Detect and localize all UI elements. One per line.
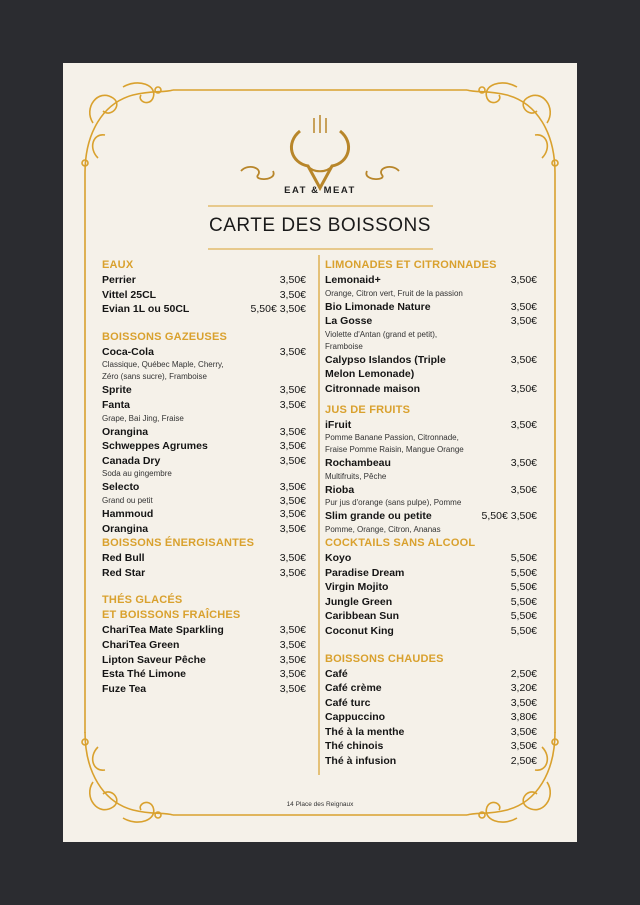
item-price: 3,50€	[510, 315, 537, 328]
item-name: Perrier	[102, 274, 136, 286]
item-price: 3,50€	[510, 725, 537, 738]
item-name: Virgin Mojito	[325, 581, 389, 594]
item-description	[102, 413, 306, 425]
item-description-text: Grape, Bai Jing, Fraise	[102, 413, 184, 423]
item-price: 3,50€	[279, 507, 306, 520]
item-name: Orangina	[102, 522, 149, 535]
item-price: 3,50€	[510, 740, 537, 753]
item-price: 5,50€	[510, 610, 537, 623]
menu-item	[102, 383, 306, 398]
item-price: 3,50€	[510, 457, 537, 470]
item-name: Thé chinois	[325, 740, 384, 753]
item-price: 5,50€	[510, 551, 537, 564]
bull-logo	[241, 115, 399, 188]
item-name: Coca-Cola	[102, 345, 154, 358]
item-price: 5,50€	[510, 581, 537, 594]
item-name: Caribbean Sun	[325, 610, 400, 623]
item-name: Selecto	[102, 481, 140, 494]
item-name: Orangina	[102, 425, 149, 438]
section-heading: BOISSONS ÉNERGISANTES	[102, 537, 255, 550]
menu-item	[102, 623, 306, 638]
item-name: Coconut King	[325, 624, 394, 637]
item-name: Evian 1L ou 50CL	[102, 303, 190, 316]
menu-item	[325, 382, 537, 397]
section-heading: COCKTAILS SANS ALCOOL	[325, 536, 476, 549]
item-price: 3,50€	[279, 398, 306, 411]
item-price: 3,50€	[279, 494, 306, 507]
menu-item	[102, 638, 306, 653]
item-name: Hammoud	[102, 507, 154, 520]
item-name: Lipton Saveur Pêche	[102, 653, 206, 666]
item-name: Calypso Islandos (Triple Melon Lemonade)	[325, 353, 446, 381]
item-name: Sprite	[102, 384, 132, 397]
menu-item	[325, 595, 537, 610]
section-heading: EAUX	[102, 259, 134, 271]
item-name: Schweppes Agrumes	[102, 440, 208, 453]
item-description	[325, 497, 537, 509]
item-description-text: Grand ou petit	[102, 495, 153, 505]
menu-item	[102, 425, 306, 440]
item-name: Red Bull	[102, 552, 145, 565]
menu-item	[325, 483, 537, 498]
item-price: 3,50€	[279, 668, 306, 681]
menu-item	[102, 566, 306, 581]
menu-item	[325, 353, 537, 382]
item-name: Rochambeau	[325, 457, 391, 470]
item-price: 3,50€	[510, 353, 537, 366]
item-price: 5,50€	[510, 566, 537, 579]
menu-item	[325, 418, 537, 433]
menu-item	[102, 345, 306, 360]
item-name: Esta Thé Limone	[102, 668, 187, 681]
item-price: 5,50€	[510, 595, 537, 608]
item-price: 2,50€	[510, 667, 537, 680]
item-name: Cappuccino	[325, 711, 386, 724]
footer-address: 14 Place des Reignaux	[286, 801, 354, 808]
item-name: Red Star	[102, 566, 146, 579]
item-name: iFruit	[325, 418, 352, 431]
item-name: Koyo	[325, 551, 352, 564]
item-price: 3,50€	[279, 552, 306, 565]
menu-item	[102, 682, 306, 697]
item-description-text: Zéro (sans sucre), Framboise	[102, 372, 207, 382]
item-price: 3,50€	[279, 440, 306, 453]
item-name: Bio Limonade Nature	[325, 300, 431, 313]
menu-item	[325, 624, 537, 639]
item-description	[325, 341, 537, 353]
section-spacer	[102, 317, 306, 330]
menu-item	[102, 480, 306, 495]
section-heading: ET BOISSONS FRAÎCHES	[102, 609, 241, 622]
menu-item	[325, 300, 537, 315]
menu-item	[102, 288, 306, 303]
menu-item	[102, 454, 306, 469]
item-price: 3,50€	[510, 418, 537, 431]
menu-card	[63, 63, 577, 842]
item-price: 3,50€	[510, 274, 537, 286]
menu-section	[102, 330, 306, 536]
item-price: 3,50€	[510, 483, 537, 496]
item-name: Fanta	[102, 398, 131, 411]
menu-item	[102, 507, 306, 522]
menu-item	[325, 667, 537, 682]
menu-item	[102, 667, 306, 682]
section-heading: BOISSONS GAZEUSES	[102, 330, 228, 343]
item-price: 5,50€ 3,50€	[481, 510, 537, 523]
menu-section	[102, 536, 306, 580]
item-name: Vittel 25CL	[102, 288, 157, 301]
menu-item	[325, 314, 537, 329]
item-description-text: Multifruits, Pêche	[325, 471, 387, 481]
item-price: 3,50€	[279, 345, 306, 358]
item-price: 3,50€	[510, 696, 537, 709]
section-heading: THÉS GLACÉS	[102, 594, 183, 607]
item-price: 3,50€	[279, 653, 306, 666]
item-description	[325, 444, 537, 456]
item-description	[102, 495, 306, 507]
item-description-text: Soda au gingembre	[102, 469, 172, 479]
item-description	[325, 471, 537, 483]
menu-section	[102, 258, 306, 317]
item-description-text: Classique, Québec Maple, Cherry,	[102, 360, 224, 370]
item-price: 3,50€	[279, 454, 306, 467]
menu-item	[325, 509, 537, 524]
left-column	[102, 258, 306, 696]
right-column	[325, 258, 537, 769]
item-price: 3,50€	[510, 382, 537, 395]
item-name: Canada Dry	[102, 454, 161, 467]
item-description	[325, 432, 537, 444]
section-spacer	[102, 580, 306, 593]
item-description	[102, 371, 306, 383]
item-price: 3,50€	[279, 624, 306, 637]
item-price: 3,50€	[279, 522, 306, 535]
item-price: 3,50€	[279, 425, 306, 438]
item-description	[325, 524, 537, 536]
item-price: 3,50€	[279, 566, 306, 579]
page-title: CARTE DES BOISSONS	[209, 215, 431, 236]
item-name: ChariTea Mate Sparkling	[102, 624, 224, 637]
section-heading: JUS DE FRUITS	[325, 403, 411, 416]
item-price: 3,50€	[279, 682, 306, 695]
section-heading: BOISSONS CHAUDES	[325, 652, 444, 665]
menu-item	[325, 725, 537, 740]
menu-item	[102, 439, 306, 454]
item-price: 5,50€	[510, 624, 537, 637]
menu-section	[325, 652, 537, 769]
item-description	[325, 329, 537, 341]
item-name: Citronnade maison	[325, 382, 421, 395]
menu-item	[102, 551, 306, 566]
item-price: 3,50€	[279, 481, 306, 494]
item-name: Rioba	[325, 483, 355, 496]
item-name: Paradise Dream	[325, 566, 405, 579]
section-heading: LIMONADES ET CITRONNADES	[325, 259, 497, 271]
item-description-text: Framboise	[325, 341, 363, 351]
menu-item	[325, 566, 537, 581]
menu-item	[325, 710, 537, 725]
item-name: ChariTea Green	[102, 638, 180, 651]
item-price: 3,80€	[510, 711, 537, 724]
menu-section	[325, 536, 537, 639]
item-name: Café crème	[325, 682, 382, 695]
menu-item	[325, 273, 537, 288]
item-name: Thé à la menthe	[325, 725, 405, 738]
item-description-text: Fraise Pomme Raisin, Mangue Orange	[325, 445, 464, 455]
menu-section	[325, 258, 537, 397]
item-price: 2,50€	[510, 755, 537, 768]
item-price: 3,50€	[510, 300, 537, 313]
menu-item	[102, 273, 306, 288]
item-price: 3,20€	[510, 682, 537, 695]
item-price: 3,50€	[279, 288, 306, 301]
item-description-text: Orange, Citron vert, Fruit de la passion	[325, 288, 463, 298]
item-name: Lemonaid+	[325, 274, 381, 286]
item-name: Café turc	[325, 696, 371, 709]
menu-item	[325, 551, 537, 566]
menu-item	[102, 302, 306, 317]
item-description	[102, 468, 306, 480]
item-name: Slim grande ou petite	[325, 510, 432, 523]
item-description	[102, 359, 306, 371]
menu-item	[102, 522, 306, 537]
item-description-text: Pur jus d'orange (sans pulpe), Pomme	[325, 498, 462, 508]
item-price: 5,50€ 3,50€	[250, 303, 306, 316]
item-price: 3,50€	[279, 274, 306, 286]
item-price: 3,50€	[279, 384, 306, 397]
item-description-text: Pomme Banane Passion, Citronnade,	[325, 433, 459, 443]
menu-item	[102, 398, 306, 413]
menu-item	[325, 609, 537, 624]
item-name: Jungle Green	[325, 595, 393, 608]
menu-item	[325, 754, 537, 769]
item-description	[325, 288, 537, 300]
menu-item	[325, 696, 537, 711]
menu-item	[325, 739, 537, 754]
item-description-text: Violette d'Antan (grand et petit),	[325, 329, 438, 339]
item-name: Fuze Tea	[102, 682, 147, 695]
brand-name: EAT & MEAT	[284, 185, 356, 196]
menu-item	[325, 681, 537, 696]
item-name: Café	[325, 667, 348, 680]
menu-section	[102, 593, 306, 696]
menu-item	[325, 580, 537, 595]
menu-item	[102, 653, 306, 668]
menu-section	[325, 403, 537, 536]
item-price: 3,50€	[279, 638, 306, 651]
menu-item	[325, 456, 537, 471]
item-name: Thé à infusion	[325, 755, 397, 768]
item-description-text: Pomme, Orange, Citron, Ananas	[325, 524, 441, 534]
section-spacer	[325, 639, 537, 652]
item-name: La Gosse	[325, 315, 373, 328]
